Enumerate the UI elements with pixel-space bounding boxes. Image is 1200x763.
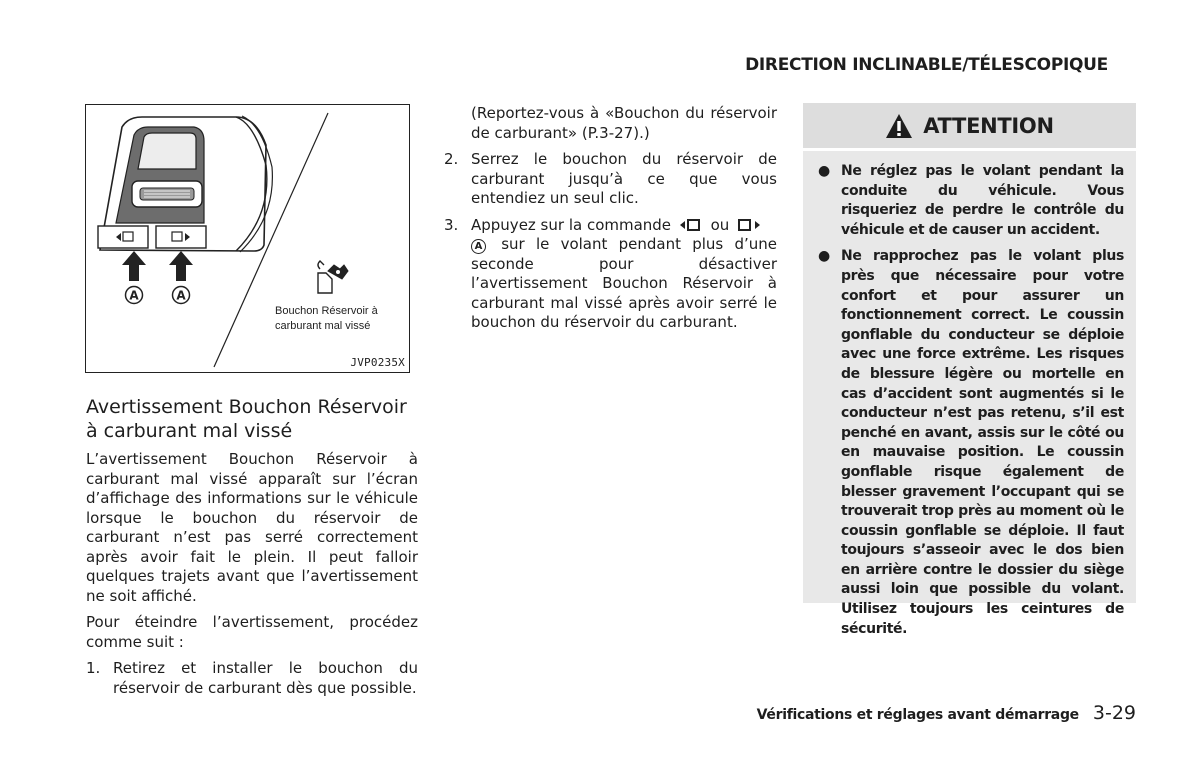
steps-list-continued [444,150,777,333]
paragraph-procedure: Pour éteindre l’avertissement, procédez comme suit : [86,613,418,651]
attention-item [815,162,1124,240]
page-number: 3-29 [1092,702,1136,724]
figure-code: JVP0235X [350,356,405,369]
attention-body [803,151,1136,639]
steps-list [86,659,418,698]
step-1-continuation: (Reportez-vous à «Bouchon du réservoir de carburant» (P.3-27).) [471,104,777,142]
right-display-switch-icon [736,218,762,232]
list-item-step-3 [444,216,777,333]
arrow-up-icon [169,251,193,281]
figure-caption-line2: carburant mal vissé [275,320,371,332]
figure-caption-line1: Bouchon Réservoir à [275,305,378,317]
step-text: Serrez le bouchon du réservoir de carburant jusqu’à ce que vous entendiez un seul clic. [471,150,777,207]
bullet-icon: ● [818,163,830,179]
step-number: 2. [444,150,459,168]
page-footer [757,702,1136,724]
attention-header [803,103,1136,151]
attention-item-text: Ne rapprochez pas le volant plus près que nécessaire pour votre confort et pour assurer un fonctionnement correct. Le coussin gonflable du conducteur se déploie avec une force extrême. Les risques de blessure légère ou mortelle en cas d’accident sont augmentés si le conducteur n’est pas retenu, s’il est penché en avant, assis sur le côté ou en mauvaise position. Le coussin gonflable risque également de blesser gravement l’occupant qui se trouverait trop près au moment où le coussin gonflable se déploie. Il faut toujours s’asseoir avec le dos bien en arrière contre le dossier du siège aussi loin que possible du volant. Utilisez toujours les ceintures de sécurité. [841,248,1124,637]
left-column [86,395,418,705]
section-title: DIRECTION INCLINABLE/TÉLESCOPIQUE [745,55,1108,75]
step-number: 1. [86,659,101,677]
footer-chapter: Vérifications et réglages avant démarrage [756,707,1079,723]
steering-switch-illustration [85,104,410,373]
bullet-icon: ● [818,248,830,265]
fuel-cap-warning-icon [318,261,348,293]
step-text-b: sur le volant pendant plus d’une seconde pour désactiver l’avertissement Bouchon Réservoir à carburant mal vissé après avoir serré le bouchon du réservoir du carburant. [471,235,777,331]
figure-caption [275,304,378,334]
list-item-step-1 [86,659,418,698]
step-text-a: Appuyez sur la commande [471,215,672,234]
step-text: Retirez et installer le bouchon du réservoir de carburant dès que possible. [113,659,418,697]
step-text-or: ou [710,215,730,234]
marker-a-icon: A [471,239,486,254]
paragraph-intro: L’avertissement Bouchon Réservoir à carburant mal vissé apparaît sur l’écran d’affichage des informations sur le véhicule lorsque le bouchon du réservoir de carburant n’est pas serré correctement après avoir fait le plein. Il peut falloir quelques trajets avant que l’avertissement ne soit affiché. [86,450,418,605]
attention-box [803,103,1136,637]
attention-item-text: Ne réglez pas le volant pendant la conduite du véhicule. Vous risqueriez de perdre le contrôle du véhicule et de causer un accident. [841,163,1124,238]
subsection-heading: Avertissement Bouchon Réservoir à carburant mal vissé [86,396,407,442]
step-number: 3. [444,215,459,234]
figure-marker-a-left: A [129,288,139,303]
warning-triangle-icon [885,113,913,139]
figure-marker-a-right: A [176,288,186,303]
attention-item [815,247,1124,639]
attention-title: ATTENTION [923,113,1054,138]
left-display-switch-icon [678,218,704,232]
middle-column [444,104,777,340]
list-item-step-2 [444,150,777,209]
arrow-up-icon [122,251,146,281]
